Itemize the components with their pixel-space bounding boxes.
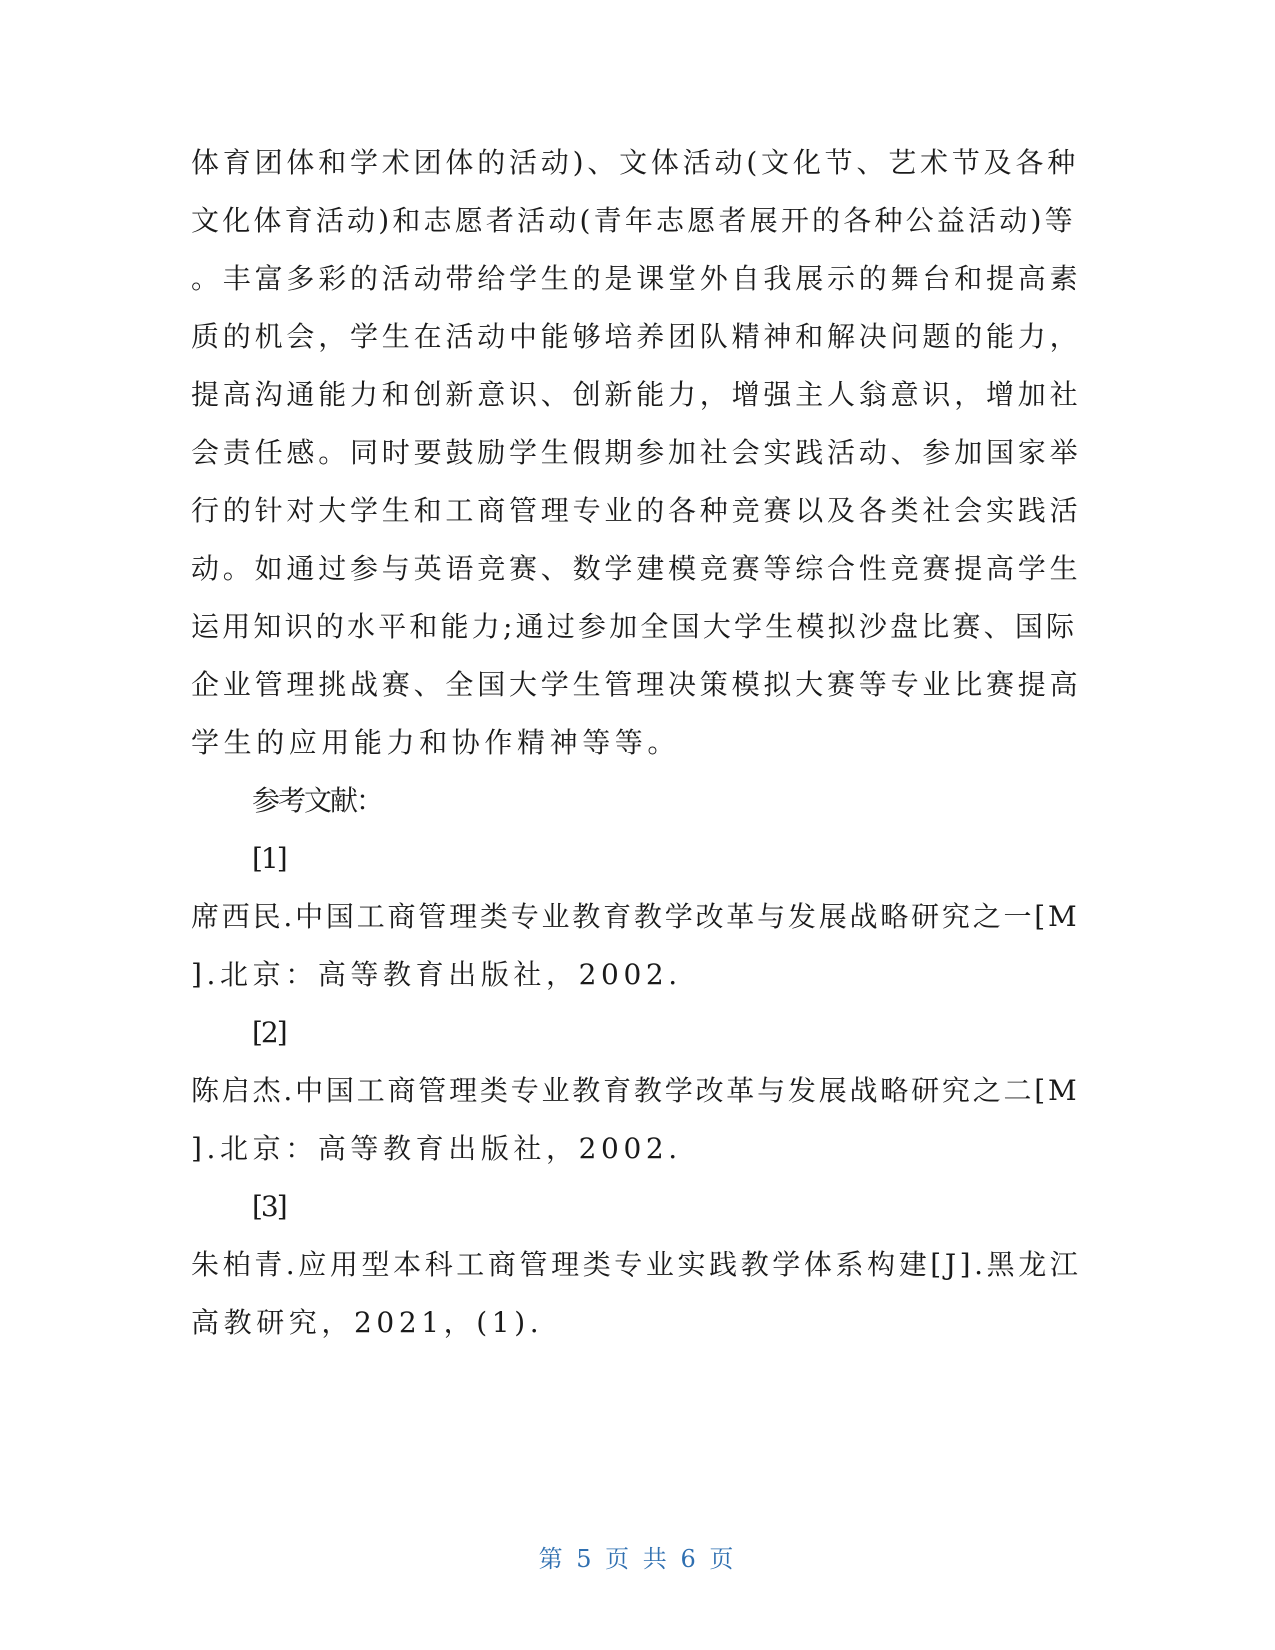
reference-number: [2] xyxy=(252,1016,286,1049)
paragraph-line: 体育团体和学术团体的活动)、文体活动(文化节、艺术节及各种 xyxy=(191,146,1080,179)
reference-text: 陈启杰.中国工商管理类专业教育教学改革与发展战略研究之二[M xyxy=(191,1074,1080,1107)
paragraph-line: 行的针对大学生和工商管理专业的各种竞赛以及各类社会实践活 xyxy=(191,494,1082,527)
reference-text: 朱柏青.应用型本科工商管理类专业实践教学体系构建[J].黑龙江 xyxy=(191,1248,1082,1281)
paragraph-line: 学生的应用能力和协作精神等等。 xyxy=(191,726,681,759)
paragraph-line: 动。如通过参与英语竞赛、数学建模竞赛等综合性竞赛提高学生 xyxy=(191,552,1082,585)
reference-number: [3] xyxy=(252,1190,286,1223)
reference-text: 席西民.中国工商管理类专业教育教学改革与发展战略研究之一[M xyxy=(191,900,1080,933)
paragraph-line: 会责任感。同时要鼓励学生假期参加社会实践活动、参加国家举 xyxy=(191,436,1082,469)
reference-text: ].北京：高等教育出版社，2002. xyxy=(191,1132,682,1165)
reference-number: [1] xyxy=(252,842,286,875)
paragraph-line: 。丰富多彩的活动带给学生的是课堂外自我展示的舞台和提高素 xyxy=(191,262,1082,295)
page-number-footer: 第 5 页 共 6 页 xyxy=(538,1545,737,1573)
reference-text: 高教研究，2021，(1). xyxy=(191,1306,544,1339)
reference-text: ].北京：高等教育出版社，2002. xyxy=(191,958,682,991)
paragraph-line: 企业管理挑战赛、全国大学生管理决策模拟大赛等专业比赛提高 xyxy=(191,668,1082,701)
paragraph-line: 提高沟通能力和创新意识、创新能力，增强主人翁意识，增加社 xyxy=(191,378,1082,411)
paragraph-line: 质的机会，学生在活动中能够培养团队精神和解决问题的能力， xyxy=(191,320,1082,353)
paragraph-line: 运用知识的水平和能力;通过参加全国大学生模拟沙盘比赛、国际 xyxy=(191,610,1078,643)
paragraph-line: 文化体育活动)和志愿者活动(青年志愿者展开的各种公益活动)等 xyxy=(191,204,1076,237)
references-heading: 参考文献： xyxy=(252,784,383,817)
